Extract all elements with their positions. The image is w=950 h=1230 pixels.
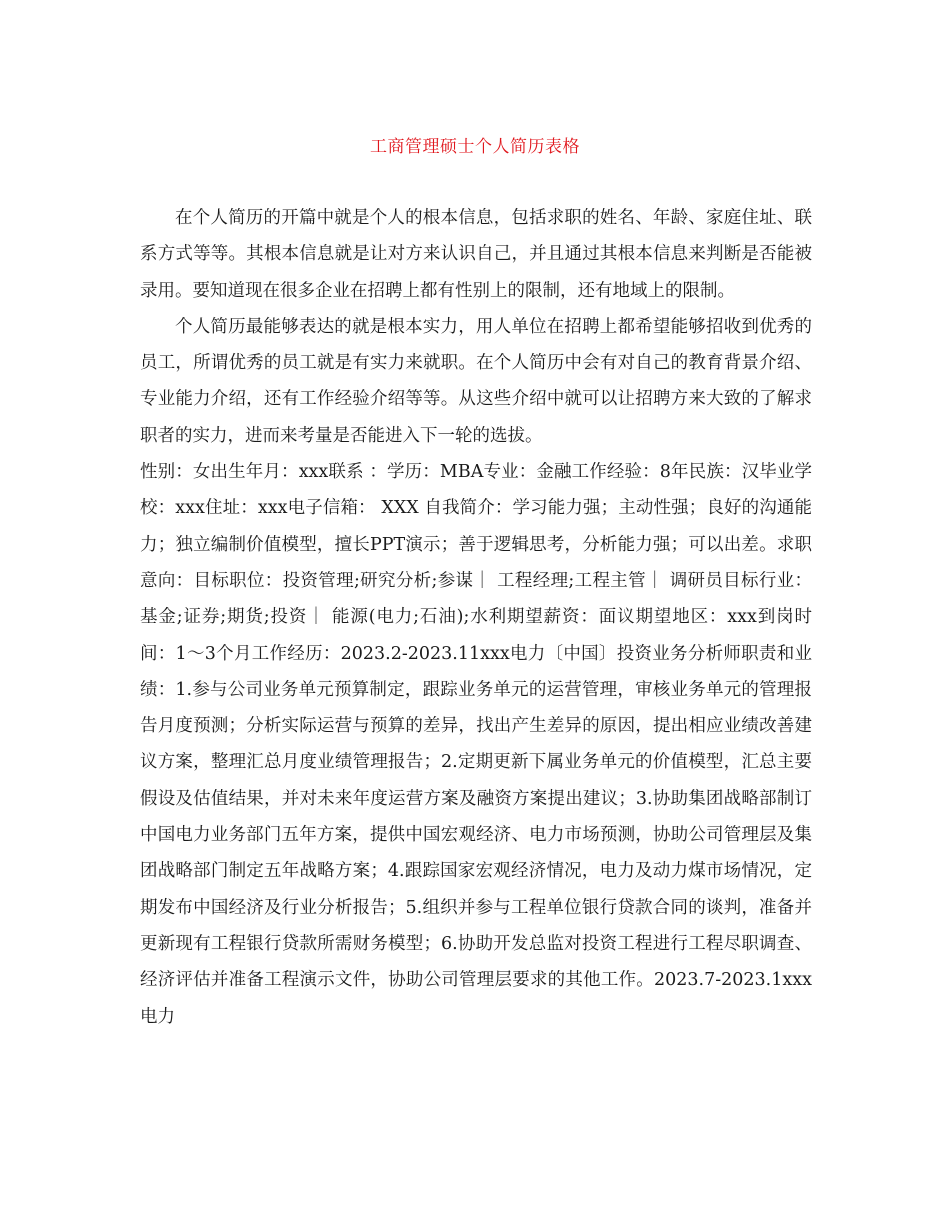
paragraph-strength: 个人简历最能够表达的就是根本实力，用人单位在招聘上都希望能够招收到优秀的员工，所谓优秀的员工就是有实力来就职。在个人简历中会有对自己的教育背景介绍、专业能力介绍，还有工作经验介绍等等。从这些介绍中就可以让招聘方来大致的了解求职者的实力，进而来考量是否能进入下一轮的选拔。 — [140, 316, 812, 446]
document-title: 工商管理硕士个人简历表格 — [370, 137, 580, 157]
paragraph-basic-info: 在个人简历的开篇中就是个人的根本信息，包括求职的姓名、年龄、家庭住址、联系方式等等。其根本信息就是让对方来认识自己，并且通过其根本信息来判断是否能被录用。要知道现在很多企业在招聘上都有性别上的限制，还有地域上的限制。 — [140, 208, 812, 301]
document-body — [140, 200, 812, 1035]
paragraph-resume-details: 性别：女出生年月：xxx联系 ：学历：MBA专业：金融工作经验：8年民族：汉毕业学校：xxx住址：xxx电子信箱： XXX 自我简介：学习能力强；主动性强；良好的沟通能力；独立编制价值模型，擅长PPT演示；善于逻辑思考，分析能力强；可以出差。求职意向：目标职位：投资管理;研究分析;参谋｜ 工程经理;工程主管｜ 调研员目标行业：基金;证券;期货;投资｜ 能源(电力;石油);水利期望薪资：面议期望地区：xxx到岗时间：1～3个月工作经历：2023.2-2023.11xxx电力〔中国〕投资业务分析师职责和业绩：1.参与公司业务单元预算制定，跟踪业务单元的运营管理，审核业务单元的管理报告月度预测；分析实际运营与预算的差异，找出产生差异的原因，提出相应业绩改善建议方案，整理汇总月度业绩管理报告；2.定期更新下属业务单元的价值模型，汇总主要假设及估值结果，并对未来年度运营方案及融资方案提出建议；3.协助集团战略部制订中国电力业务部门五年方案，提供中国宏观经济、电力市场预测，协助公司管理层及集团战略部门制定五年战略方案；4.跟踪国家宏观经济情况，电力及动力煤市场情况，定期发布中国经济及行业分析报告；5.组织并参与工程单位银行贷款合同的谈判，准备并更新现有工程银行贷款所需财务模型；6.协助开发总监对投资工程进行工程尽职调查、经济评估并准备工程演示文件，协助公司管理层要求的其他工作。2023.7-2023.1xxx电力 — [140, 462, 812, 1027]
